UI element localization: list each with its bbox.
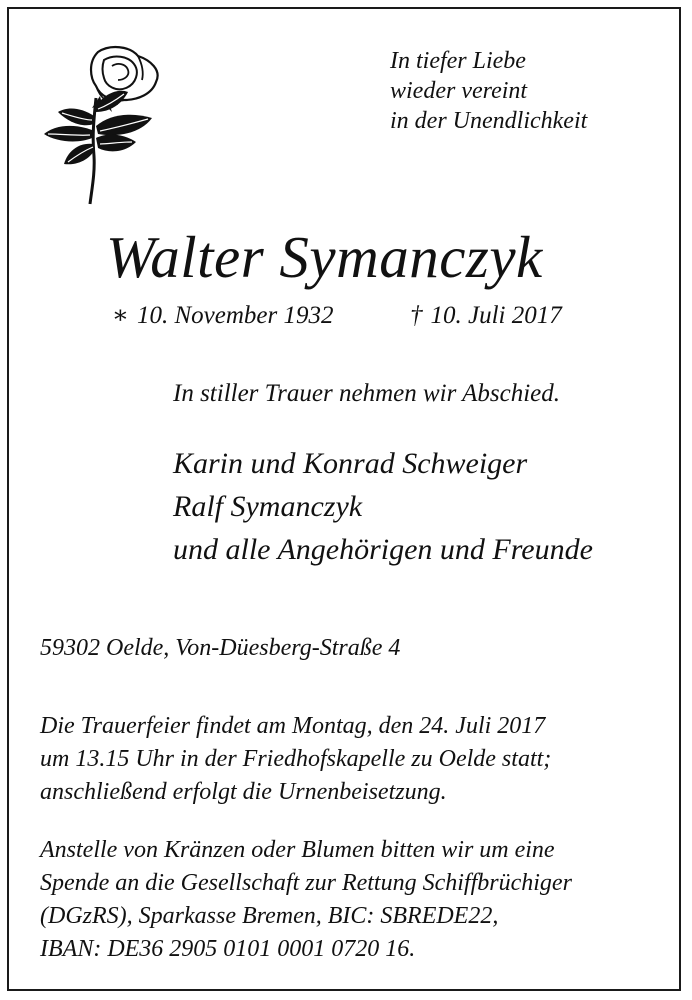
motto-line: In tiefer Liebe xyxy=(390,48,526,74)
donation-line: Spende an die Gesellschaft zur Rettung Schiffbrüchiger xyxy=(40,870,572,896)
motto-line: in der Unendlichkeit xyxy=(390,108,588,134)
mourner-line: und alle Angehörigen und Freunde xyxy=(173,533,593,566)
deceased-name: Walter Symanczyk xyxy=(106,224,543,290)
donation-info xyxy=(40,834,572,966)
ceremony-line: um 13.15 Uhr in der Friedhofskapelle zu Oelde statt; xyxy=(40,746,552,772)
birth-date: 10. November 1932 xyxy=(137,302,334,329)
rose-icon xyxy=(38,38,168,208)
birth-star-icon: ∗ xyxy=(112,302,129,329)
ceremony-info xyxy=(40,710,551,809)
ceremony-line: Die Trauerfeier findet am Montag, den 24. Juli 2017 xyxy=(40,713,546,739)
mourner-line: Karin und Konrad Schweiger xyxy=(173,447,528,480)
mourner-line: Ralf Symanczyk xyxy=(173,490,363,523)
farewell-text: In stiller Trauer nehmen wir Abschied. xyxy=(173,380,561,407)
death-date: 10. Juli 2017 xyxy=(430,302,562,329)
address: 59302 Oelde, Von-Düesberg-Straße 4 xyxy=(40,635,401,661)
death-cross-icon: † xyxy=(410,302,423,329)
ceremony-line: anschließend erfolgt die Urnenbeisetzung. xyxy=(40,779,447,805)
donation-line: Anstelle von Kränzen oder Blumen bitten wir um eine xyxy=(40,837,555,863)
donation-line: IBAN: DE36 2905 0101 0001 0720 16. xyxy=(40,936,416,962)
death-date-line xyxy=(410,300,562,332)
mourners-list xyxy=(173,442,593,571)
motto xyxy=(390,46,587,136)
motto-line: wieder vereint xyxy=(390,78,528,104)
birth-date-line xyxy=(112,300,334,332)
donation-line: (DGzRS), Sparkasse Bremen, BIC: SBREDE22, xyxy=(40,903,499,929)
